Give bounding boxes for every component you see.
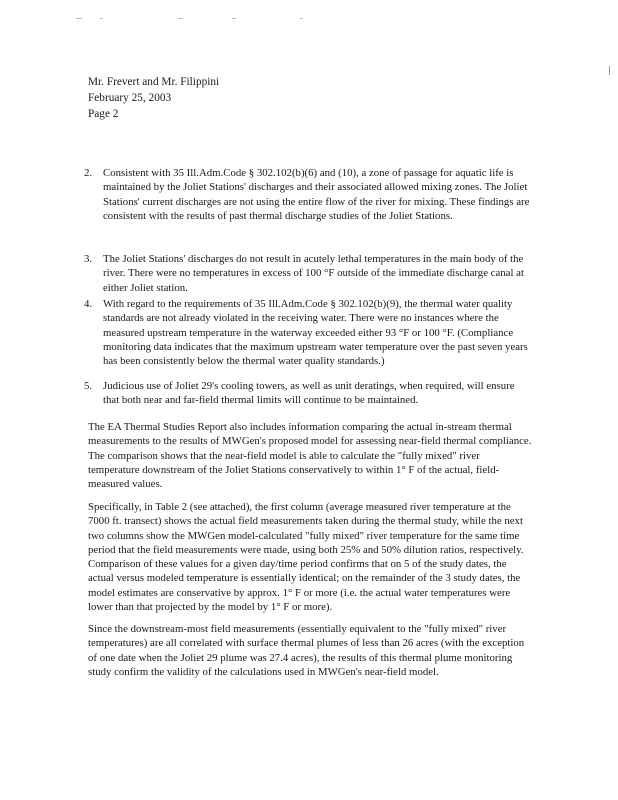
page-number: Page 2	[88, 108, 119, 120]
list-item-number: 5.	[84, 380, 93, 392]
scan-artifact	[76, 18, 82, 19]
body-paragraph: Since the downstream-most field measurements (essentially equivalent to the "fully mixed" river temperatures) are all correlated with surface thermal plumes of less than 26 acres (with the exception of one date when the Joliet 29 plume was 27.4 acres), the results of this thermal plume monitoring study confirm the validity of the calculations used in MWGen's near-field model.	[88, 623, 525, 678]
letter-header	[88, 74, 219, 122]
list-item-text: The Joliet Stations' discharges do not result in acutely lethal temperatures in the main body of the river. There were no temperatures in excess of 100 °F outside of the immediate discharge canal at either Joliet station.	[103, 253, 524, 294]
list-item-number: 4.	[84, 298, 93, 310]
scan-artifact	[609, 66, 610, 75]
list-item	[84, 166, 532, 223]
body-paragraph: Specifically, in Table 2 (see attached), the first column (average measured river temperature at the 7000 ft. transect) shows the actual field measurements taken during the thermal study, while the next two columns show the MWGen model-calculated "fully mixed" river temperature for the same time period that the field measurements were made, using both 25% and 50% dilution ratios, respectively. Comparison of these values for a given day/time period confirms that on 5 of the study dates, the actual versus modeled temperature is essentially identical; on the remainder of the 3 study dates, the model estimates are conservative by approx. 1° F or more (i.e. the actual water temperatures were lower than that projected by the model by 1° F or more).	[88, 501, 524, 614]
findings-list	[84, 166, 532, 223]
findings-list	[84, 252, 532, 295]
date-line: February 25, 2003	[88, 92, 172, 104]
scan-artifact	[178, 18, 183, 19]
list-item-number: 2.	[84, 167, 93, 179]
recipients-line: Mr. Frevert and Mr. Filippini	[88, 76, 220, 88]
list-item	[84, 252, 532, 295]
findings-list	[84, 297, 532, 368]
list-item	[84, 297, 532, 368]
body-paragraph: The EA Thermal Studies Report also includes information comparing the actual in-stream thermal measurements to the results of MWGen's proposed model for assessing near-field thermal compliance. The comparison shows that the near-field model is able to calculate the "fully mixed" river temperature downstream of the Joliet Stations conservatively to within 1° F of the actual, field-measured values.	[88, 421, 532, 491]
list-item-text: Consistent with 35 Ill.Adm.Code § 302.102(b)(6) and (10), a zone of passage for aquatic life is maintained by the Joliet Stations' discharges and their associated allowed mixing zones. The Joliet Stations' current discharges are not using the entire flow of the river for mixing. These findings are consistent with the results of past thermal discharge studies of the Joliet Stations.	[103, 167, 530, 222]
list-item-number: 3.	[84, 253, 93, 265]
scan-artifact	[232, 18, 236, 19]
findings-list	[84, 379, 532, 408]
scan-artifact	[300, 18, 303, 19]
scan-artifact	[100, 18, 103, 19]
list-item	[84, 379, 532, 408]
list-item-text: With regard to the requirements of 35 Ill.Adm.Code § 302.102(b)(9), the thermal water quality standards are not already violated in the receiving water. There were no instances where the measured upstream temperature in the waterway exceeded either 93 °F or 100 °F. (Compliance monitoring data indicates that the maximum upstream water temperature over the past seven years has been consistently below the thermal water quality standards.)	[103, 298, 528, 368]
list-item-text: Judicious use of Joliet 29's cooling towers, as well as unit deratings, when required, will ensure that both near and far-field thermal limits will continue to be maintained.	[103, 380, 515, 407]
